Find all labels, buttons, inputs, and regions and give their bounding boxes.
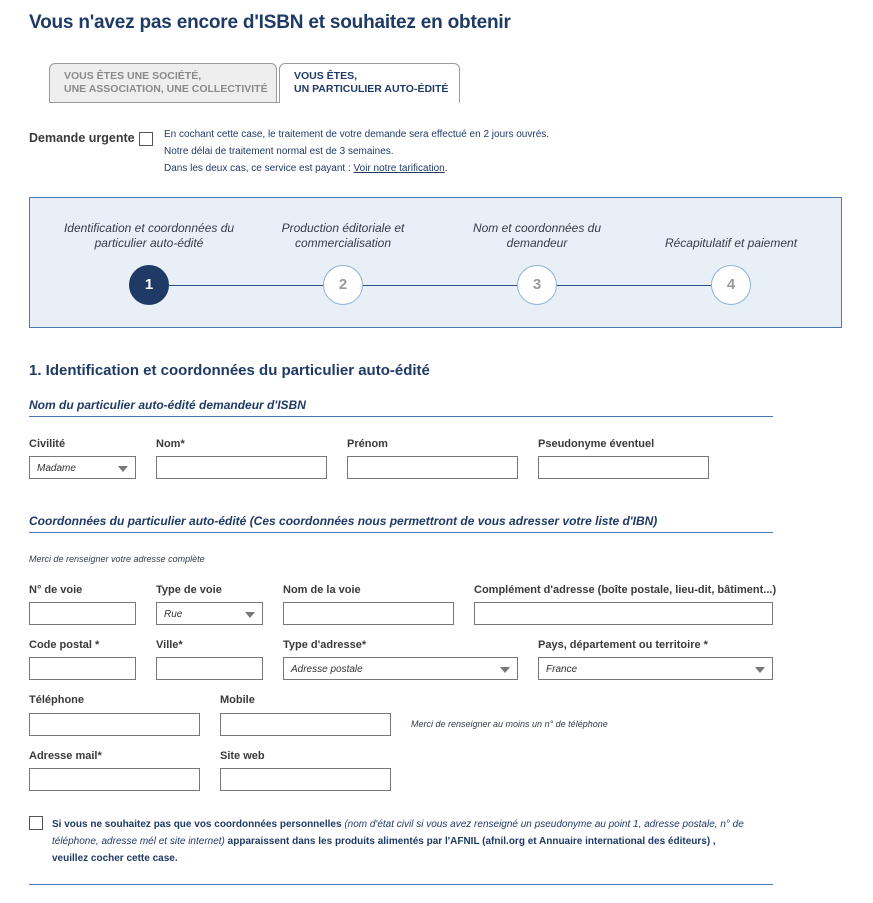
page-title: Vous n'avez pas encore d'ISBN et souhaitez en obtenir bbox=[29, 12, 511, 33]
firstname-label: Prénom bbox=[347, 438, 388, 450]
step-1-label-line1: Identification et coordonnées du bbox=[63, 221, 235, 235]
tab-company-line1: VOUS ÊTES UNE SOCIÉTÉ, bbox=[64, 70, 202, 82]
urgent-line2: Notre délai de traitement normal est de 3 semaines. bbox=[164, 146, 394, 157]
step-2-label-line2: commercialisation bbox=[294, 236, 392, 250]
step-2-label bbox=[248, 221, 438, 251]
address-rule bbox=[29, 532, 773, 533]
step-3-circle[interactable]: 3 bbox=[517, 265, 557, 305]
tab-individual-line1: VOUS ÊTES, bbox=[294, 70, 358, 82]
urgent-line1: En cochant cette case, le traitement de votre demande sera effectué en 2 jours ouvrés. bbox=[164, 129, 550, 140]
urgent-label: Demande urgente bbox=[29, 131, 135, 145]
pseudonym-input[interactable] bbox=[538, 456, 709, 479]
step-2-circle[interactable]: 2 bbox=[323, 265, 363, 305]
tab-company[interactable] bbox=[49, 63, 277, 103]
tab-individual[interactable] bbox=[279, 63, 460, 103]
phone-label: Téléphone bbox=[29, 694, 85, 706]
consent-part3: apparaissent dans les produits alimentés par l'AFNIL (afnil.org et Annuaire international des éditeurs) , veuillez cocher cette case. bbox=[52, 836, 716, 864]
name-input[interactable] bbox=[156, 456, 327, 479]
step-3-label bbox=[442, 221, 632, 251]
complement-label: Complément d'adresse (boîte postale, lieu-dit, bâtiment...) bbox=[474, 584, 777, 596]
address-hint: Merci de renseigner votre adresse complète bbox=[29, 554, 205, 564]
step-1-label-line2: particulier auto-édité bbox=[94, 236, 204, 250]
phone-hint: Merci de renseigner au moins un n° de téléphone bbox=[411, 719, 608, 729]
street-name-input[interactable] bbox=[283, 602, 454, 625]
urgent-description bbox=[164, 126, 549, 177]
step-3-label-line1: Nom et coordonnées du bbox=[472, 221, 602, 235]
address-type-value: Adresse postale bbox=[291, 664, 363, 675]
identity-subtitle: Nom du particulier auto-édité demandeur d'ISBN bbox=[29, 398, 306, 412]
website-input[interactable] bbox=[220, 768, 391, 791]
step-4-label bbox=[636, 236, 826, 251]
privacy-checkbox[interactable] bbox=[29, 816, 43, 830]
steps-progress bbox=[29, 197, 842, 328]
postal-code-label: Code postal * bbox=[29, 639, 100, 651]
address-subtitle: Coordonnées du particulier auto-édité (Ces coordonnées nous permettront de vous adresser votre liste d'IBN) bbox=[29, 514, 658, 528]
chevron-down-icon bbox=[755, 667, 765, 673]
address-type-select[interactable] bbox=[283, 657, 518, 680]
country-label: Pays, département ou territoire * bbox=[538, 639, 708, 651]
street-name-label: Nom de la voie bbox=[283, 584, 361, 596]
street-number-input[interactable] bbox=[29, 602, 136, 625]
urgent-line3-prefix: Dans les deux cas, ce service est payant : bbox=[164, 163, 354, 174]
complement-input[interactable] bbox=[474, 602, 773, 625]
urgent-checkbox[interactable] bbox=[139, 132, 153, 146]
email-label: Adresse mail* bbox=[29, 750, 102, 762]
civility-label: Civilité bbox=[29, 438, 66, 450]
consent-part1: Si vous ne souhaitez pas que vos coordonnées personnelles bbox=[52, 819, 345, 830]
street-type-select[interactable] bbox=[156, 602, 263, 625]
postal-code-input[interactable] bbox=[29, 657, 136, 680]
civility-value: Madame bbox=[37, 463, 76, 474]
address-type-label: Type d'adresse* bbox=[283, 639, 367, 651]
street-number-label: N° de voie bbox=[29, 584, 83, 596]
step-1-circle[interactable]: 1 bbox=[129, 265, 169, 305]
street-type-value: Rue bbox=[164, 609, 183, 620]
country-select[interactable] bbox=[538, 657, 773, 680]
tab-individual-line2: UN PARTICULIER AUTO-ÉDITÉ bbox=[294, 83, 449, 95]
privacy-consent-text bbox=[52, 816, 752, 867]
country-value: France bbox=[546, 664, 578, 675]
steps-connector-line bbox=[169, 285, 731, 286]
pricing-link[interactable]: Voir notre tarification bbox=[353, 163, 445, 174]
mobile-label: Mobile bbox=[220, 694, 255, 706]
city-label: Ville* bbox=[156, 639, 183, 651]
chevron-down-icon bbox=[245, 612, 255, 618]
city-input[interactable] bbox=[156, 657, 263, 680]
bottom-rule bbox=[29, 884, 773, 885]
step-4-label-line1: Récapitulatif et paiement bbox=[664, 236, 798, 250]
identity-rule bbox=[29, 416, 773, 417]
firstname-input[interactable] bbox=[347, 456, 518, 479]
phone-input[interactable] bbox=[29, 713, 200, 736]
urgent-line3 bbox=[164, 160, 549, 177]
email-input[interactable] bbox=[29, 768, 200, 791]
website-label: Site web bbox=[220, 750, 265, 762]
street-type-label: Type de voie bbox=[156, 584, 222, 596]
chevron-down-icon bbox=[500, 667, 510, 673]
tab-company-line2: UNE ASSOCIATION, UNE COLLECTIVITÉ bbox=[64, 83, 268, 95]
tab-active-gap bbox=[280, 102, 459, 104]
consent-part2: (nom d'état civil si vous avez renseigné un pseudonyme au point 1, adresse postale, n° de téléphone, adresse mél et site internet) bbox=[52, 819, 744, 847]
chevron-down-icon bbox=[118, 466, 128, 472]
urgent-line3-suffix: . bbox=[444, 163, 448, 174]
step-2-label-line1: Production éditoriale et bbox=[281, 221, 405, 235]
pseudonym-label: Pseudonyme éventuel bbox=[538, 438, 655, 450]
section-title: 1. Identification et coordonnées du particulier auto-édité bbox=[29, 362, 430, 379]
step-3-label-line2: demandeur bbox=[506, 236, 568, 250]
step-4-circle[interactable]: 4 bbox=[711, 265, 751, 305]
name-label: Nom* bbox=[156, 438, 185, 450]
step-1-label bbox=[54, 221, 244, 251]
civility-select[interactable] bbox=[29, 456, 136, 479]
mobile-input[interactable] bbox=[220, 713, 391, 736]
